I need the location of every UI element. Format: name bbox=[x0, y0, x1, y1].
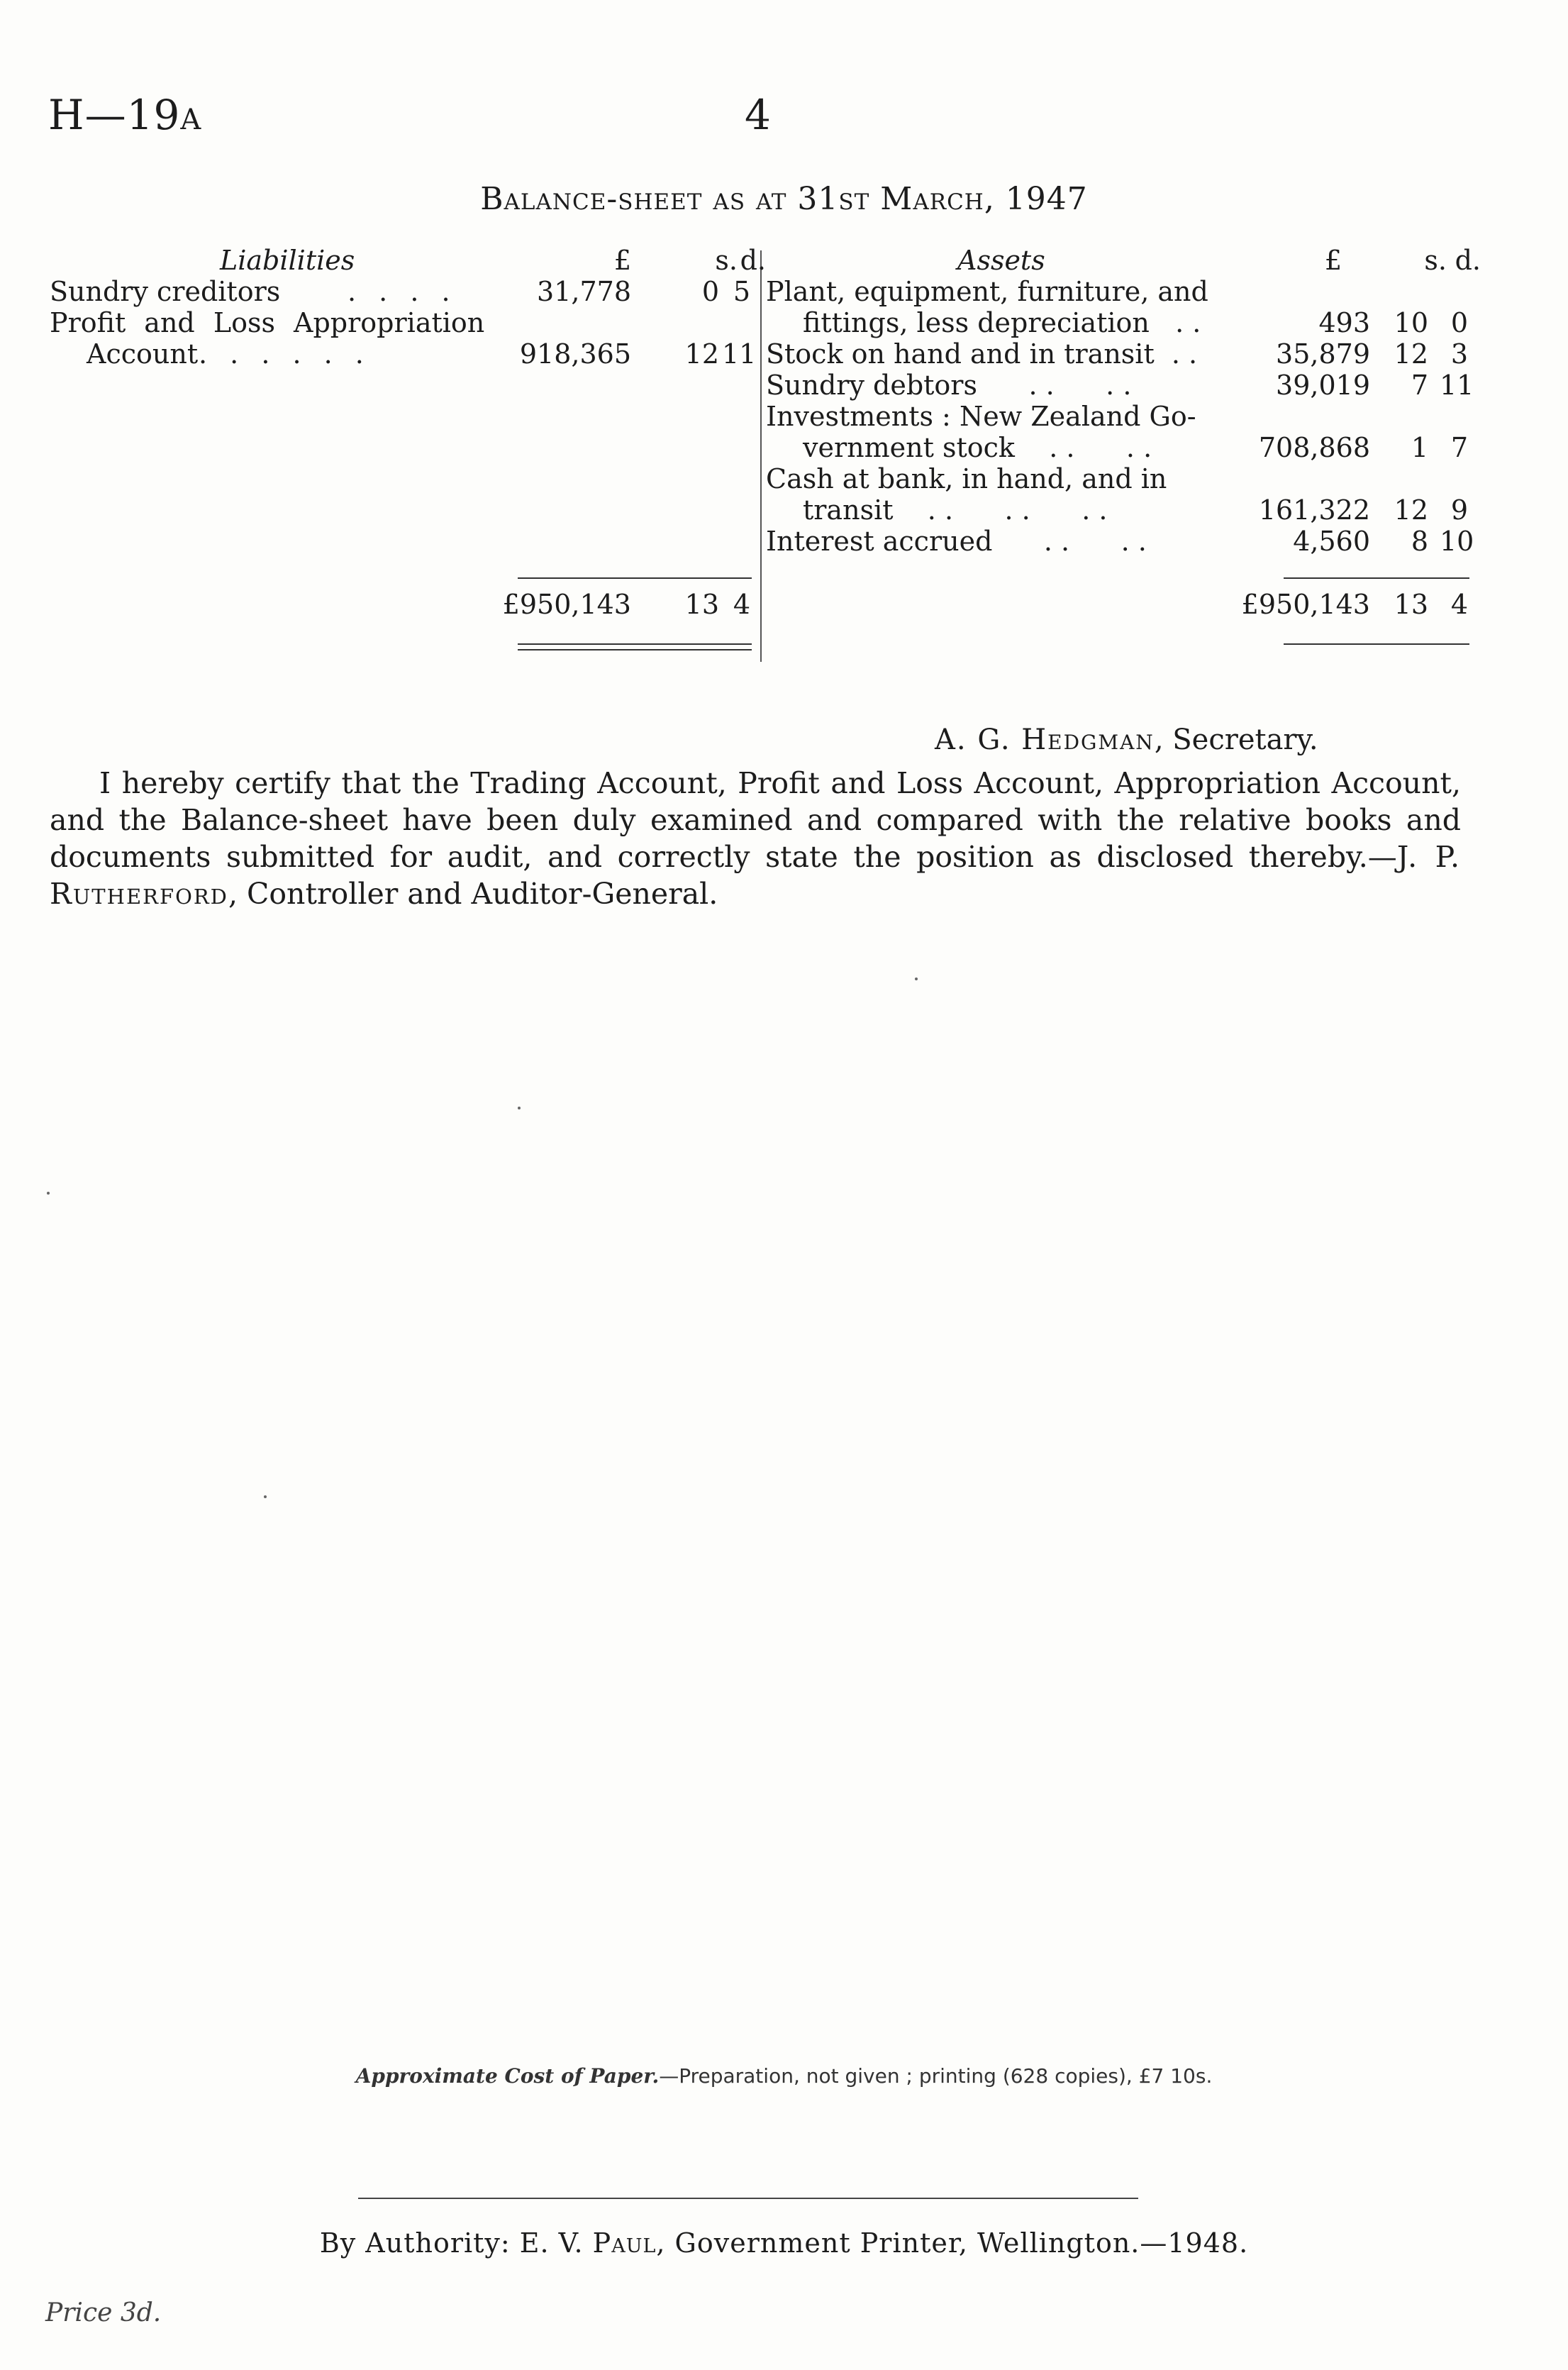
amount-pounds: 31,778 bbox=[537, 276, 631, 307]
printer-authority bbox=[0, 2227, 1568, 2259]
footer-rule bbox=[358, 2198, 1138, 2199]
cost-label: Approximate Cost of Paper. bbox=[355, 2064, 660, 2088]
amount-pence: 11 bbox=[1440, 370, 1474, 401]
leader-dots: . . . . bbox=[347, 276, 457, 307]
row-label: vernment stock . . . . bbox=[803, 432, 1152, 463]
asset-row bbox=[766, 401, 1475, 432]
liability-row bbox=[50, 276, 766, 307]
amount-pounds: 161,322 bbox=[1258, 494, 1370, 526]
amount-shillings: 12 bbox=[684, 338, 719, 370]
assets-heading: Assets bbox=[957, 245, 1045, 276]
asset-row bbox=[766, 307, 1475, 338]
col-shillings-header: s. bbox=[1424, 245, 1447, 276]
printer-name: E. V. Paul bbox=[519, 2227, 657, 2259]
total-rule bbox=[1284, 643, 1469, 645]
row-label: Investments : New Zealand Go- bbox=[766, 401, 1196, 432]
leader-dots: . . . . . . bbox=[199, 338, 371, 370]
cost-text: —Preparation, not given ; printing (628 copies), £7 10s. bbox=[659, 2064, 1213, 2088]
total-pounds: £950,143 bbox=[502, 589, 631, 620]
amount-shillings: 10 bbox=[1394, 307, 1428, 338]
asset-row bbox=[766, 463, 1475, 494]
print-speck bbox=[47, 1192, 50, 1195]
price-note: Price 3d. bbox=[45, 2298, 162, 2327]
total-pounds: £950,143 bbox=[1241, 589, 1370, 620]
row-label: Cash at bank, in hand, and in bbox=[766, 463, 1167, 494]
col-pence-header: d. bbox=[740, 245, 766, 276]
amount-pence: 5 bbox=[733, 276, 750, 307]
asset-row bbox=[766, 526, 1475, 557]
row-label: Sundry creditors bbox=[50, 276, 281, 307]
assets-column bbox=[766, 245, 1481, 620]
document-code: H—19A bbox=[48, 91, 202, 139]
col-shillings-header: s. bbox=[715, 245, 738, 276]
col-pence-header: d. bbox=[1455, 245, 1481, 276]
amount-pence: 10 bbox=[1440, 526, 1474, 557]
assets-total-row bbox=[766, 589, 1475, 620]
amount-pence: 3 bbox=[1450, 338, 1468, 370]
row-label: Profit and Loss Appropriation bbox=[50, 307, 485, 338]
liabilities-total-row bbox=[50, 589, 766, 620]
total-double-rule bbox=[518, 649, 752, 650]
col-pounds-header: £ bbox=[1324, 245, 1342, 276]
row-label: Interest accrued . . . . bbox=[766, 526, 1147, 557]
liabilities-heading: Liabilities bbox=[220, 245, 355, 276]
amount-pounds: 4,560 bbox=[1293, 526, 1370, 557]
row-label: Account bbox=[87, 338, 199, 370]
print-speck bbox=[915, 978, 918, 980]
row-label: transit . . . . . . bbox=[803, 494, 1108, 526]
amount-pounds: 39,019 bbox=[1276, 370, 1370, 401]
asset-row bbox=[766, 276, 1475, 307]
amount-shillings: 1 bbox=[1411, 432, 1428, 463]
certificate-text: I hereby certify that the Trading Account, Profit and Loss Account, Appropriation Account, and the Balance-sheet have been duly examined and compared with the relative books and documents submitted for audit, and correctly state the position as disclosed thereby.— bbox=[50, 766, 1461, 874]
row-label: fittings, less depreciation . . bbox=[803, 307, 1201, 338]
asset-row bbox=[766, 432, 1475, 463]
page-number: 4 bbox=[745, 91, 771, 139]
auditor-role: , Controller and Auditor-General. bbox=[228, 877, 718, 911]
cost-of-paper-note bbox=[0, 2064, 1568, 2088]
secretary-signature bbox=[935, 724, 1318, 756]
subtotal-rule bbox=[518, 577, 752, 579]
authority-prefix: By Authority: bbox=[319, 2227, 520, 2259]
asset-row bbox=[766, 370, 1475, 401]
row-label: Sundry debtors . . . . bbox=[766, 370, 1132, 401]
asset-row bbox=[766, 494, 1475, 526]
total-shillings: 13 bbox=[684, 589, 719, 620]
auditor-certificate bbox=[50, 765, 1461, 912]
balance-sheet-title: Balance-sheet as at 31st March, 1947 bbox=[480, 181, 1088, 217]
liabilities-column bbox=[50, 245, 766, 620]
amount-shillings: 0 bbox=[701, 276, 719, 307]
row-label: Plant, equipment, furniture, and bbox=[766, 276, 1208, 307]
document-code-suffix: A bbox=[180, 104, 202, 136]
secretary-name: A. G. Hedgman bbox=[935, 724, 1155, 756]
auditor-name: J. P. Rutherford bbox=[50, 840, 1461, 911]
amount-pence: 0 bbox=[1450, 307, 1468, 338]
print-speck bbox=[518, 1107, 521, 1109]
amount-shillings: 12 bbox=[1394, 338, 1428, 370]
amount-shillings: 7 bbox=[1411, 370, 1428, 401]
total-shillings: 13 bbox=[1394, 589, 1428, 620]
liability-row bbox=[50, 338, 766, 370]
col-pounds-header: £ bbox=[613, 245, 631, 276]
secretary-title: , Secretary. bbox=[1154, 724, 1318, 756]
total-rule bbox=[518, 643, 752, 645]
amount-shillings: 12 bbox=[1394, 494, 1428, 526]
amount-pence: 9 bbox=[1450, 494, 1468, 526]
amount-pounds: 35,879 bbox=[1276, 338, 1370, 370]
subtotal-rule bbox=[1284, 577, 1469, 579]
total-pence: 4 bbox=[733, 589, 750, 620]
liability-row bbox=[50, 307, 766, 338]
total-pence: 4 bbox=[1450, 589, 1468, 620]
amount-pence: 7 bbox=[1450, 432, 1468, 463]
amount-pounds: 918,365 bbox=[519, 338, 631, 370]
amount-shillings: 8 bbox=[1411, 526, 1428, 557]
amount-pence: 11 bbox=[722, 338, 757, 370]
amount-pounds: 493 bbox=[1318, 307, 1370, 338]
authority-suffix: , Government Printer, Wellington.—1948. bbox=[656, 2227, 1249, 2259]
print-speck bbox=[264, 1495, 267, 1498]
asset-row bbox=[766, 338, 1475, 370]
row-label: Stock on hand and in transit . . bbox=[766, 338, 1198, 370]
amount-pounds: 708,868 bbox=[1258, 432, 1370, 463]
